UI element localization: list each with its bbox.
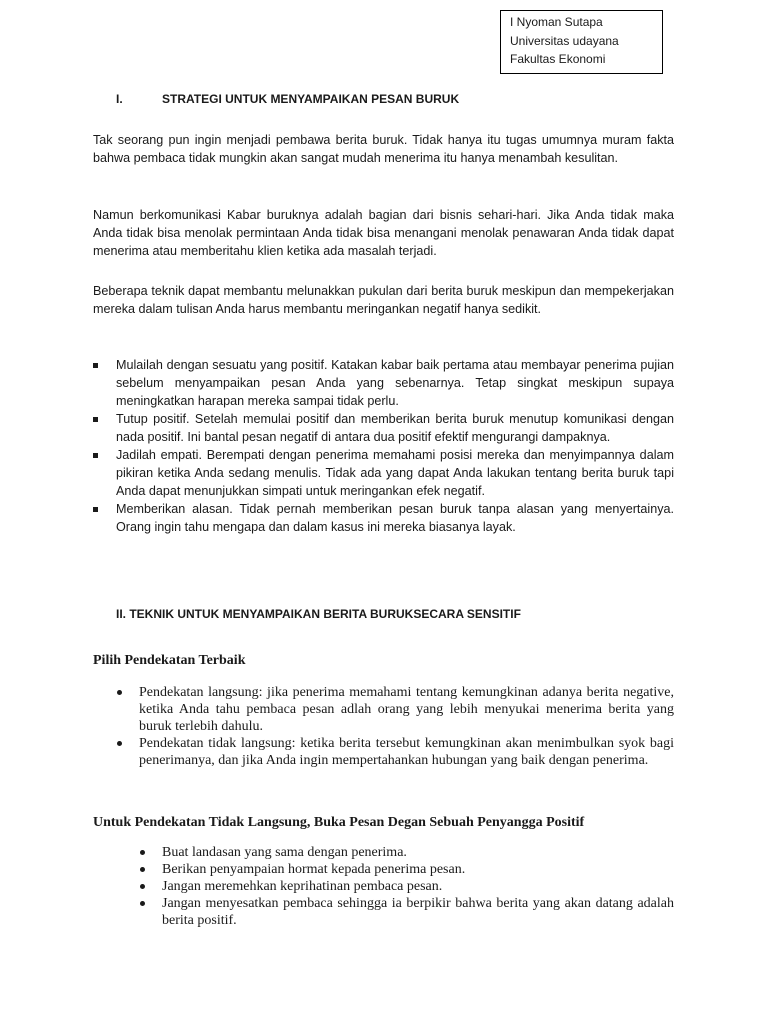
round-bullet-icon bbox=[117, 741, 122, 746]
approach-list bbox=[117, 684, 674, 769]
square-bullet-icon bbox=[93, 507, 98, 512]
bullet-text: Jadilah empati. Berempati dengan penerima memahami posisi mereka dan menyimpannya dalam pikiran ketika Anda sedang menulis. Tidak ada yang dapat Anda lakukan tentang berita buruk tapi Anda dapat menunjukkan simpati untuk meringankan efek negatif. bbox=[116, 448, 674, 498]
bullet-text: Jangan meremehkan keprihatinan pembaca pesan. bbox=[162, 879, 443, 894]
round-bullet-icon bbox=[140, 901, 145, 906]
round-bullet-icon bbox=[140, 884, 145, 889]
bullet-text: Mulailah dengan sesuatu yang positif. Katakan kabar baik pertama atau membayar penerima pujian sebelum menyampaikan pesan Anda yang sebenarnya. Tetap singkat meskipun supaya meningkatkan harapan mereka sampai tidak perlu. bbox=[116, 358, 674, 408]
list-item bbox=[140, 895, 674, 929]
indirect-list bbox=[140, 844, 674, 929]
bullet-text: Pendekatan tidak langsung: ketika berita tersebut kemungkinan akan menimbulkan syok bagi penerimanya, dan jika Anda ingin mempertahankan hubungan yang baik dengan penerima. bbox=[139, 736, 674, 768]
author-name: I Nyoman Sutapa bbox=[510, 15, 603, 29]
list-item bbox=[93, 410, 674, 446]
bullet-text: Berikan penyampaian hormat kepada penerima pesan. bbox=[162, 862, 466, 877]
list-item bbox=[93, 500, 674, 536]
list-item bbox=[93, 356, 674, 410]
bullet-text: Memberikan alasan. Tidak pernah memberikan pesan buruk tanpa alasan yang menyertainya. Orang ingin tahu mengapa dan dalam kasus ini mereka biasanya layak. bbox=[116, 502, 674, 534]
section1-heading bbox=[116, 92, 459, 106]
section1-title: STRATEGI UNTUK MENYAMPAIKAN PESAN BURUK bbox=[162, 92, 460, 106]
author-info-box bbox=[500, 10, 663, 74]
author-university: Universitas udayana bbox=[510, 33, 619, 48]
list-item bbox=[93, 446, 674, 500]
indirect-subheading: Untuk Pendekatan Tidak Langsung, Buka Pesan Degan Sebuah Penyangga Positif bbox=[93, 815, 585, 830]
bullet-text: Jangan menyesatkan pembaca sehingga ia berpikir bahwa berita yang akan datang adalah berita positif. bbox=[162, 896, 674, 928]
author-faculty: Fakultas Ekonomi bbox=[510, 52, 606, 66]
section1-number: I. bbox=[116, 92, 123, 106]
round-bullet-icon bbox=[117, 690, 122, 695]
square-bullet-icon bbox=[93, 417, 98, 422]
approach-subheading: Pilih Pendekatan Terbaik bbox=[93, 653, 246, 668]
list-item bbox=[117, 735, 674, 769]
bullet-text: Buat landasan yang sama dengan penerima. bbox=[162, 845, 407, 860]
bullet-text: Tutup positif. Setelah memulai positif dan memberikan berita buruk menutup komunikasi dengan nada positif. Ini bantal pesan negatif di antara dua positif efektif mengurangi dampaknya. bbox=[116, 412, 674, 444]
section1-paragraph-1: Tak seorang pun ingin menjadi pembawa berita buruk. Tidak hanya itu tugas umumnya muram fakta bahwa pembaca tidak mungkin akan sangat mudah menerima itu hanya menambah kesulitan. bbox=[93, 133, 674, 165]
section1-paragraph-2: Namun berkomunikasi Kabar buruknya adalah bagian dari bisnis sehari-hari. Jika Anda tidak maka Anda tidak bisa menolak permintaan Anda tidak bisa menangani menolak penawaran Anda tidak dapat menerima atau memberitahu klien ketika ada masalah terjadi. bbox=[93, 208, 674, 258]
square-bullet-icon bbox=[93, 453, 98, 458]
bullet-text: Pendekatan langsung: jika penerima memahami tentang kemungkinan adanya berita negative, ketika Anda tahu pembaca pesan adlah orang yang lebih menyukai menerima berita yang buruk terlebih dahulu. bbox=[139, 685, 674, 734]
round-bullet-icon bbox=[140, 867, 145, 872]
section2-heading: II. TEKNIK UNTUK MENYAMPAIKAN BERITA BURUKSECARA SENSITIF bbox=[116, 607, 521, 621]
square-bullet-icon bbox=[93, 363, 98, 368]
list-item bbox=[140, 878, 674, 895]
section1-paragraph-3: Beberapa teknik dapat membantu melunakkan pukulan dari berita buruk meskipun dan mempekerjakan mereka dalam tulisan Anda harus membantu meringankan negatif hanya sedikit. bbox=[93, 284, 674, 316]
list-item bbox=[140, 844, 674, 861]
section1-bullet-list bbox=[93, 356, 674, 536]
round-bullet-icon bbox=[140, 850, 145, 855]
list-item bbox=[117, 684, 674, 735]
list-item bbox=[140, 861, 674, 878]
